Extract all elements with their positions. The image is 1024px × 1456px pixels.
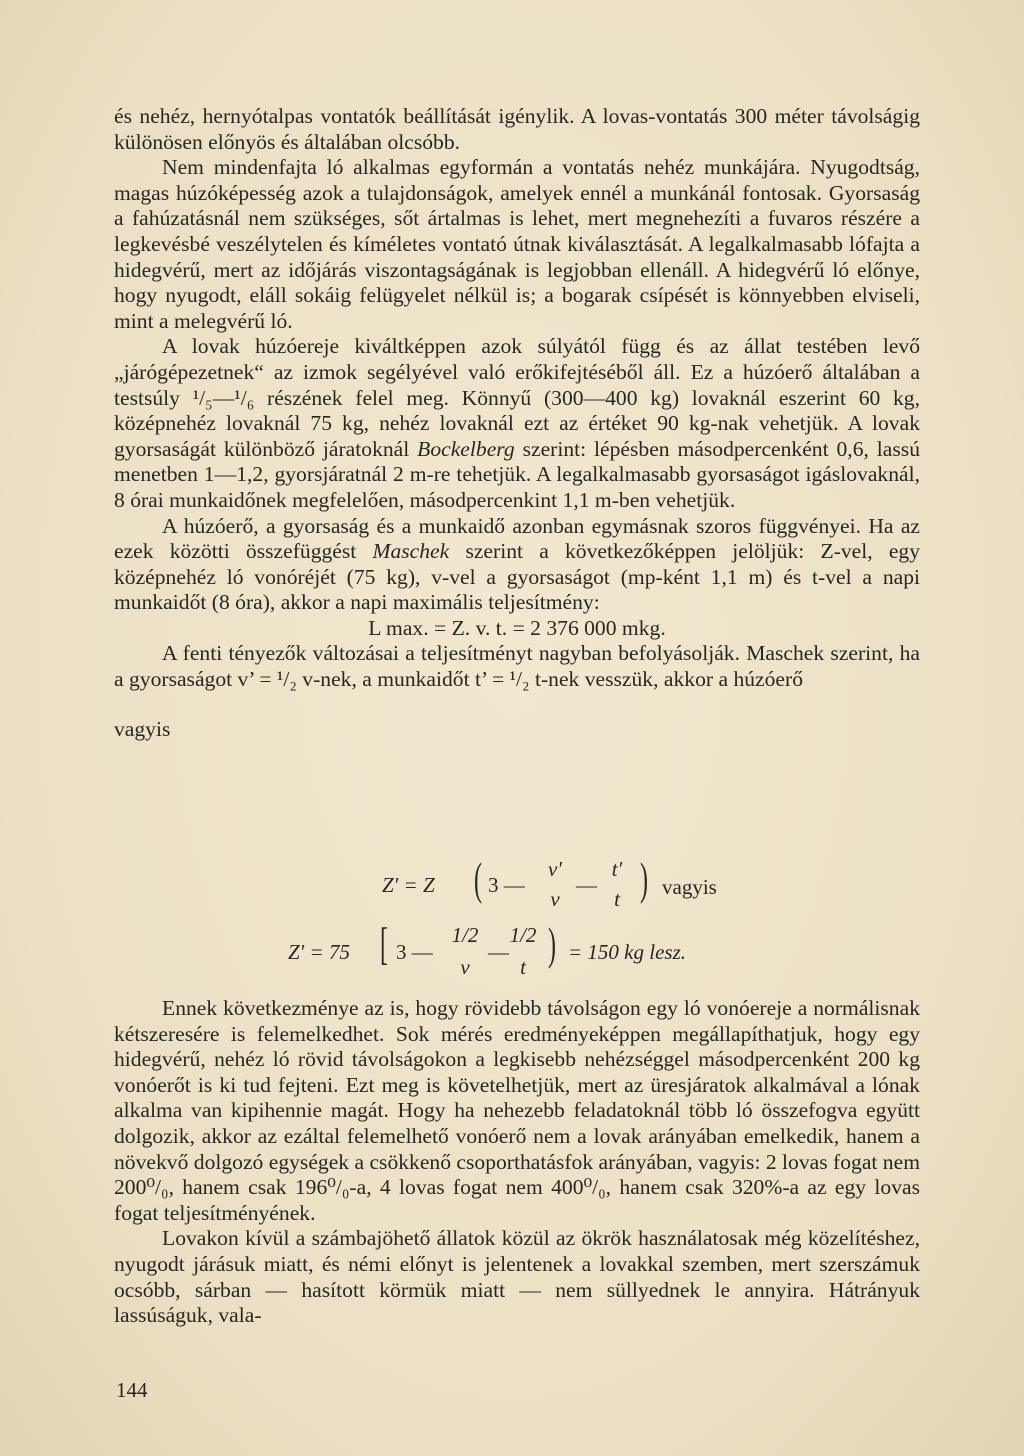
body-text-lower — [114, 996, 920, 1329]
eq2-close-paren: ) — [548, 921, 556, 971]
paragraph-text: A húzóerő, a gyorsaság és a munkaidő azonban egymásnak szoros függvényei. Ha az ezek közötti összefüggést — [114, 513, 920, 564]
paragraph: Ennek következménye az is, hogy rövidebb távolságon egy ló vonóereje a normálisnak kétszeresére is felemelkedhet. Sok mérés eredményeképpen megállapíthatjuk, hogy egy hidegvérű, nehéz ló rövid távolságokon a legkisebb nehézséggel másodpercenként 200 kg vonóerőt is ki tud fejteni. Ezt meg is követelhetjük, mert az üresjáratok alkalmával a lónak alkalma van kipihennie magát. Hogy ha nehezebb feladatoknál több ló összefogva együtt dolgozik, akkor az ezáltal felemelhető vonóerő nem a lovak arányában emelkedik, hanem a növekvő dolgozó egységek a csökkenő csoporthatásfok arányában, vagyis: 2 lovas fogat nem 200⁰/₀, hanem csak 196⁰/₀-a, 4 lovas fogat nem 400⁰/₀, hanem csak 320%-a az egy lovas fogat teljesítményének. — [114, 996, 920, 1225]
eq2-three: 3 — — [396, 940, 433, 964]
eq2-tail: = 150 kg lesz. — [568, 940, 686, 964]
paragraph: és nehéz, hernyótalpas vontatók beállítását igénylik. A lovas-vontatás 300 méter távolságig különösen előnyös és általában olcsóbb. — [114, 104, 920, 154]
eq1-den2: t — [614, 887, 620, 911]
eq1-tail: vagyis — [662, 875, 717, 899]
paragraph: Lovakon kívül a számbajöhető állatok közül az ökrök használatosak még közelítéshez, nyugodt járásuk miatt, és némi előnyt is jelentenek a lovakkal szemben, mert szerszámuk ocsóbb, sárban — hasított körmük miatt — nem süllyednek le annyira. Hátrányuk lassúságuk, vala- — [114, 1226, 920, 1328]
eq1-den1: v — [550, 887, 560, 911]
eq1-three: 3 — — [488, 873, 525, 897]
eq1-lhs: Z′ = Z — [382, 873, 435, 897]
eq2-den1: v — [460, 955, 470, 979]
vagyis-label: vagyis — [114, 716, 171, 741]
eq2-den2: t — [520, 955, 526, 979]
eq2-lhs: Z′ = 75 — [288, 940, 350, 964]
page-number: 144 — [116, 1378, 148, 1402]
paragraph — [114, 334, 920, 513]
paragraph — [114, 514, 920, 616]
paragraph-text: A lovak húzóereje kiváltképpen azok súlyától függ és az állat testében levő „járógépezetnek“ az izmok segélyével való erőkifejtéséből áll. Ez a húzóerő általában a testsúly ¹/₅—¹/₆ részének felel meg. Könnyű (300—400 kg) lovaknál eszerint 60 kg, középnehéz lovaknál 75 kg, nehéz lovaknál ezt az értéket 90 kg-nak vehetjük. A lovak gyorsaságát különböző járatoknál — [114, 334, 920, 461]
paragraph: Nem mindenfajta ló alkalmas egyformán a vontatás nehéz munkájára. Nyugodtság, magas húzóképesség azok a tulajdonságok, amelyek ennél a munkánál fontosak. Gyorsaság a fahúzatásnál nem szükséges, sőt ártalmas is lehet, mert megnehezíti a fuvaros részére a legkevésbé veszélytelen és kíméletes vontató útnak kiválasztását. A legalkalmasabb lófajta a hidegvérű, mert az időjárás viszontagságának is legjobban ellenáll. A hidegvérű ló előnye, hogy nyugodt, eláll sokáig felügyelet nélkül is; a bogarak csípését is könnyebben elviseli, mint a melegvérű ló. — [114, 155, 920, 333]
eq1-minus: — — [576, 873, 597, 897]
eq1-open-paren: ( — [474, 856, 482, 906]
eq1-num2: t′ — [611, 857, 623, 881]
formula-main: L max. = Z. v. t. = 2 376 000 mkg. — [368, 615, 666, 640]
author-name: Maschek — [372, 539, 450, 564]
eq1-num1: v′ — [548, 857, 562, 881]
eq2-num2: 1/2 — [509, 923, 537, 947]
paragraph: A fenti tényezők változásai a teljesítményt nagyban befolyásolják. Maschek szerint, ha a gyorsaságot v’ = ¹/₂ v-nek, a munkaidőt t’ = ¹/₂ t-nek vesszük, akkor a húzóerő — [114, 641, 920, 692]
paragraph-text: szerint a következőképpen jelöljük: Z-vel, egy középnehéz ló vonóréjét (75 kg), v-vel a gyorsaságot (mp-ként 1,1 m) és t-vel a napi munkaidőt (8 óra), akkor a napi maximális teljesítmény: — [114, 539, 921, 615]
eq1-close-paren: ) — [640, 856, 648, 906]
paragraph-text: szerint: lépésben másodpercenként 0,6, lassú menetben 1—1,2, gyorsjáratnál 2 m-re tehetjük. A legalkalmasabb gyorsaságot igáslovaknál, 8 órai munkaidőnek megfelelően, másodpercenkint 1,1 m-ben vehetjük. — [114, 436, 920, 512]
eq2-num1: 1/2 — [451, 923, 479, 947]
body-text — [114, 104, 920, 742]
eq2-open-paren: [ — [380, 921, 388, 971]
author-name: Bockelberg — [417, 436, 515, 461]
eq2-minus: — — [488, 940, 509, 964]
